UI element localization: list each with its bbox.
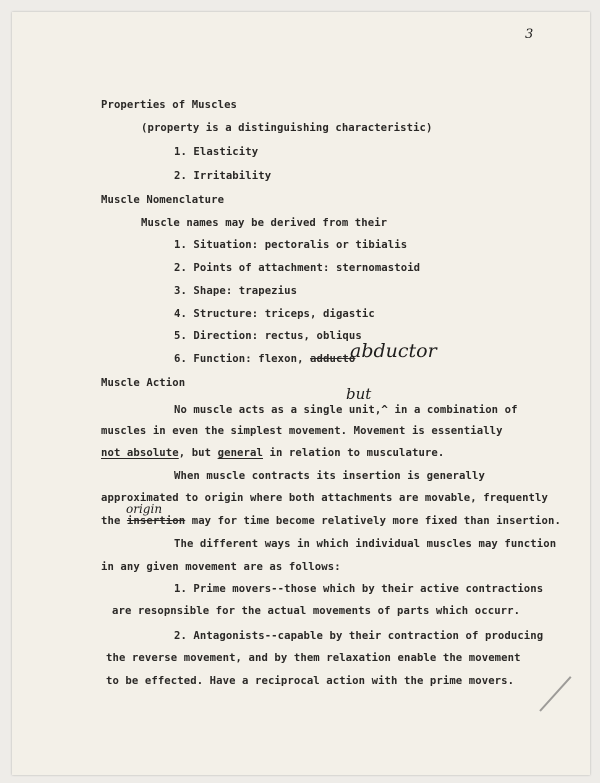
- handwritten-abductor: abductor: [350, 340, 437, 362]
- way-item-1-line1: 1. Prime movers--those which by their active contractions: [174, 583, 544, 595]
- handwritten-but: but: [346, 385, 372, 403]
- action-para1-line1: [174, 403, 518, 416]
- insert-caret: ^: [381, 403, 389, 416]
- action-para3-line1: The different ways in which individual muscles may function: [174, 538, 557, 550]
- action-para2-line3-end: may for time become relatively more fixed than insertion.: [185, 515, 561, 527]
- heading-properties: Properties of Muscles: [101, 99, 238, 111]
- function-prefix: 6. Function: flexon,: [174, 353, 304, 365]
- struck-insertion: insertion: [126, 515, 186, 527]
- action-para1-line1-end: in a combination of: [388, 404, 518, 416]
- action-para2-line1: When muscle contracts its insertion is generally: [174, 470, 485, 482]
- property-item: 2. Irritability: [174, 170, 272, 182]
- action-para1-line1-start: No muscle acts as a single unit,: [174, 404, 382, 416]
- action-para3-line2: in any given movement are as follows:: [101, 561, 341, 573]
- nomenclature-intro: Muscle names may be derived from their: [141, 217, 388, 229]
- struck-adducto: adducto: [310, 353, 356, 365]
- action-para1-line3-mid: , but: [178, 447, 218, 459]
- nomenclature-item-function: [174, 353, 355, 365]
- nomenclature-item: 4. Structure: triceps, digastic: [174, 308, 375, 320]
- property-definition: (property is a distinguishing characteristic): [141, 122, 433, 134]
- handwritten-origin: origin: [126, 502, 163, 516]
- action-para1-line3: [101, 447, 444, 459]
- way-item-2-line3: to be effected. Have a reciprocal action with the prime movers.: [106, 675, 515, 687]
- nomenclature-item: 1. Situation: pectoralis or tibialis: [174, 239, 408, 251]
- way-item-2-line1: 2. Antagonists--capable by their contraction of producing: [174, 630, 544, 642]
- nomenclature-item: 3. Shape: trapezius: [174, 285, 298, 297]
- underlined-general: general: [217, 447, 263, 459]
- action-para2-line3: [101, 515, 561, 527]
- underlined-not-absolute: not absolute: [101, 447, 179, 459]
- action-para1-line2: muscles in even the simplest movement. Movement is essentially: [101, 425, 503, 437]
- action-para2-line3-start: the: [101, 515, 127, 527]
- heading-action: Muscle Action: [101, 377, 186, 389]
- page-number: 3: [525, 27, 534, 42]
- nomenclature-item: 5. Direction: rectus, obliqus: [174, 330, 362, 342]
- action-para1-line3-end: in relation to musculature.: [262, 447, 445, 459]
- property-item: 1. Elasticity: [174, 146, 259, 158]
- way-item-2-line2: the reverse movement, and by them relaxation enable the movement: [106, 652, 521, 664]
- heading-nomenclature: Muscle Nomenclature: [101, 194, 225, 206]
- way-item-1-line2: are resopnsible for the actual movements of parts which occurr.: [112, 605, 521, 617]
- nomenclature-item: 2. Points of attachment: sternomastoid: [174, 262, 421, 274]
- action-para2-line2: approximated to origin where both attachments are movable, frequently: [101, 492, 548, 504]
